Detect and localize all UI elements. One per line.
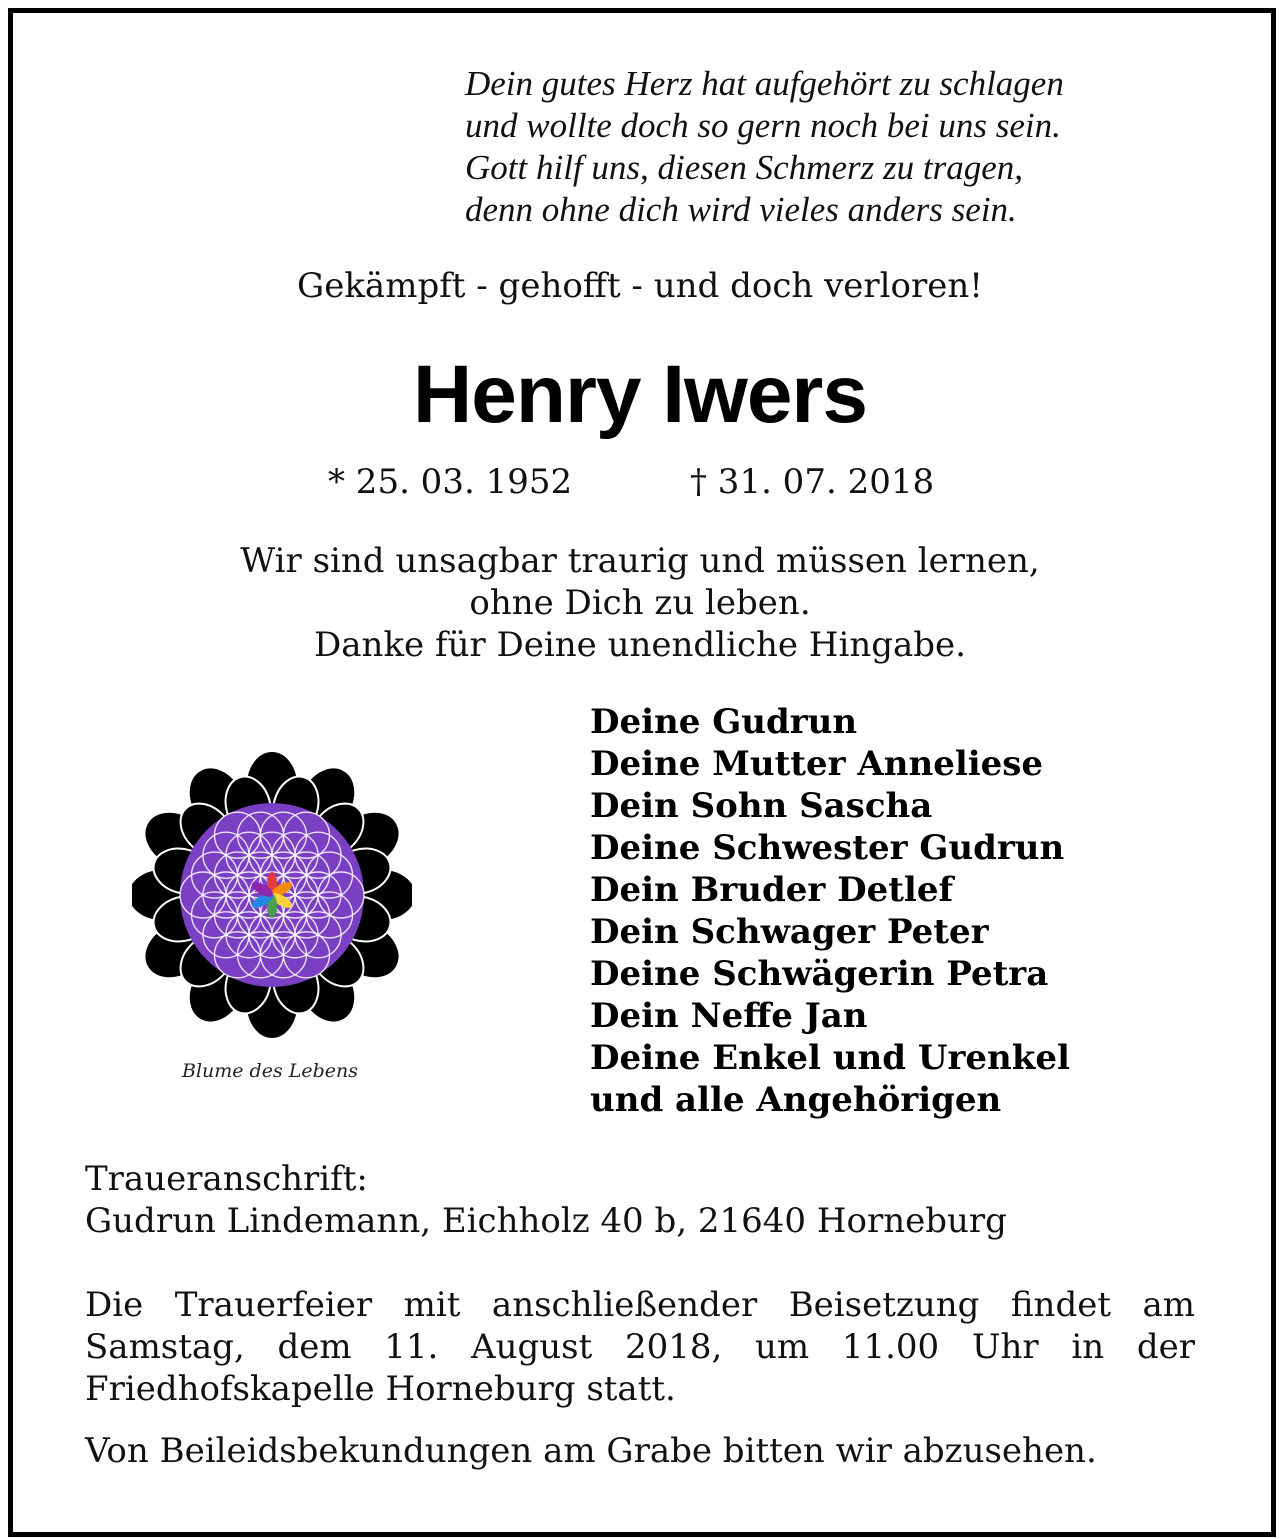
mourners-list	[590, 701, 1230, 1121]
death-date: † 31. 07. 2018	[690, 462, 935, 502]
birth-date: * 25. 03. 1952	[328, 462, 573, 502]
deceased-name: Henry Iwers	[413, 349, 867, 440]
flower-of-life-icon	[132, 750, 412, 1040]
mourner: Dein Neffe Jan	[590, 996, 868, 1036]
ceremony-notice: Die Trauerfeier mit anschließender Beisetzung findet am Samstag, dem 11. August 2018, um 11.00 Uhr in der Friedhofskapelle Horneburg statt.	[85, 1285, 1195, 1409]
condolence-text	[0, 540, 1280, 666]
emblem-caption: Blume des Lebens	[181, 1060, 359, 1082]
poem-line: Gott hilf uns, diesen Schmerz zu tragen,	[465, 148, 1024, 187]
condolence-line: Danke für Deine unendliche Hingabe.	[314, 625, 966, 665]
mourner: Deine Enkel und Urenkel	[590, 1038, 1070, 1078]
poem	[465, 63, 1225, 231]
address-label: Traueranschrift:	[85, 1159, 368, 1199]
motto: Gekämpft - gehofft - und doch verloren!	[297, 266, 983, 306]
mourner: Dein Bruder Detlef	[590, 870, 954, 910]
condolence-line: ohne Dich zu leben.	[469, 583, 811, 623]
address-value: Gudrun Lindemann, Eichholz 40 b, 21640 Horneburg	[85, 1201, 1007, 1241]
poem-line: Dein gutes Herz hat aufgehört zu schlagen	[465, 64, 1064, 103]
mourner: Deine Mutter Anneliese	[590, 744, 1044, 784]
mourning-address	[85, 1158, 1195, 1242]
closing-note: Von Beileidsbekundungen am Grabe bitten wir abzusehen.	[85, 1431, 1097, 1471]
mourner: Dein Schwager Peter	[590, 912, 989, 952]
condolence-line: Wir sind unsagbar traurig und müssen lernen,	[240, 541, 1040, 581]
mourner: Deine Schwägerin Petra	[590, 954, 1049, 994]
mourner: und alle Angehörigen	[590, 1080, 1002, 1120]
mourner: Deine Schwester Gudrun	[590, 828, 1065, 868]
poem-line: denn ohne dich wird vieles anders sein.	[465, 190, 1017, 229]
mourner: Deine Gudrun	[590, 702, 858, 742]
poem-line: und wollte doch so gern noch bei uns sein.	[465, 106, 1061, 145]
mourner: Dein Sohn Sascha	[590, 786, 933, 826]
